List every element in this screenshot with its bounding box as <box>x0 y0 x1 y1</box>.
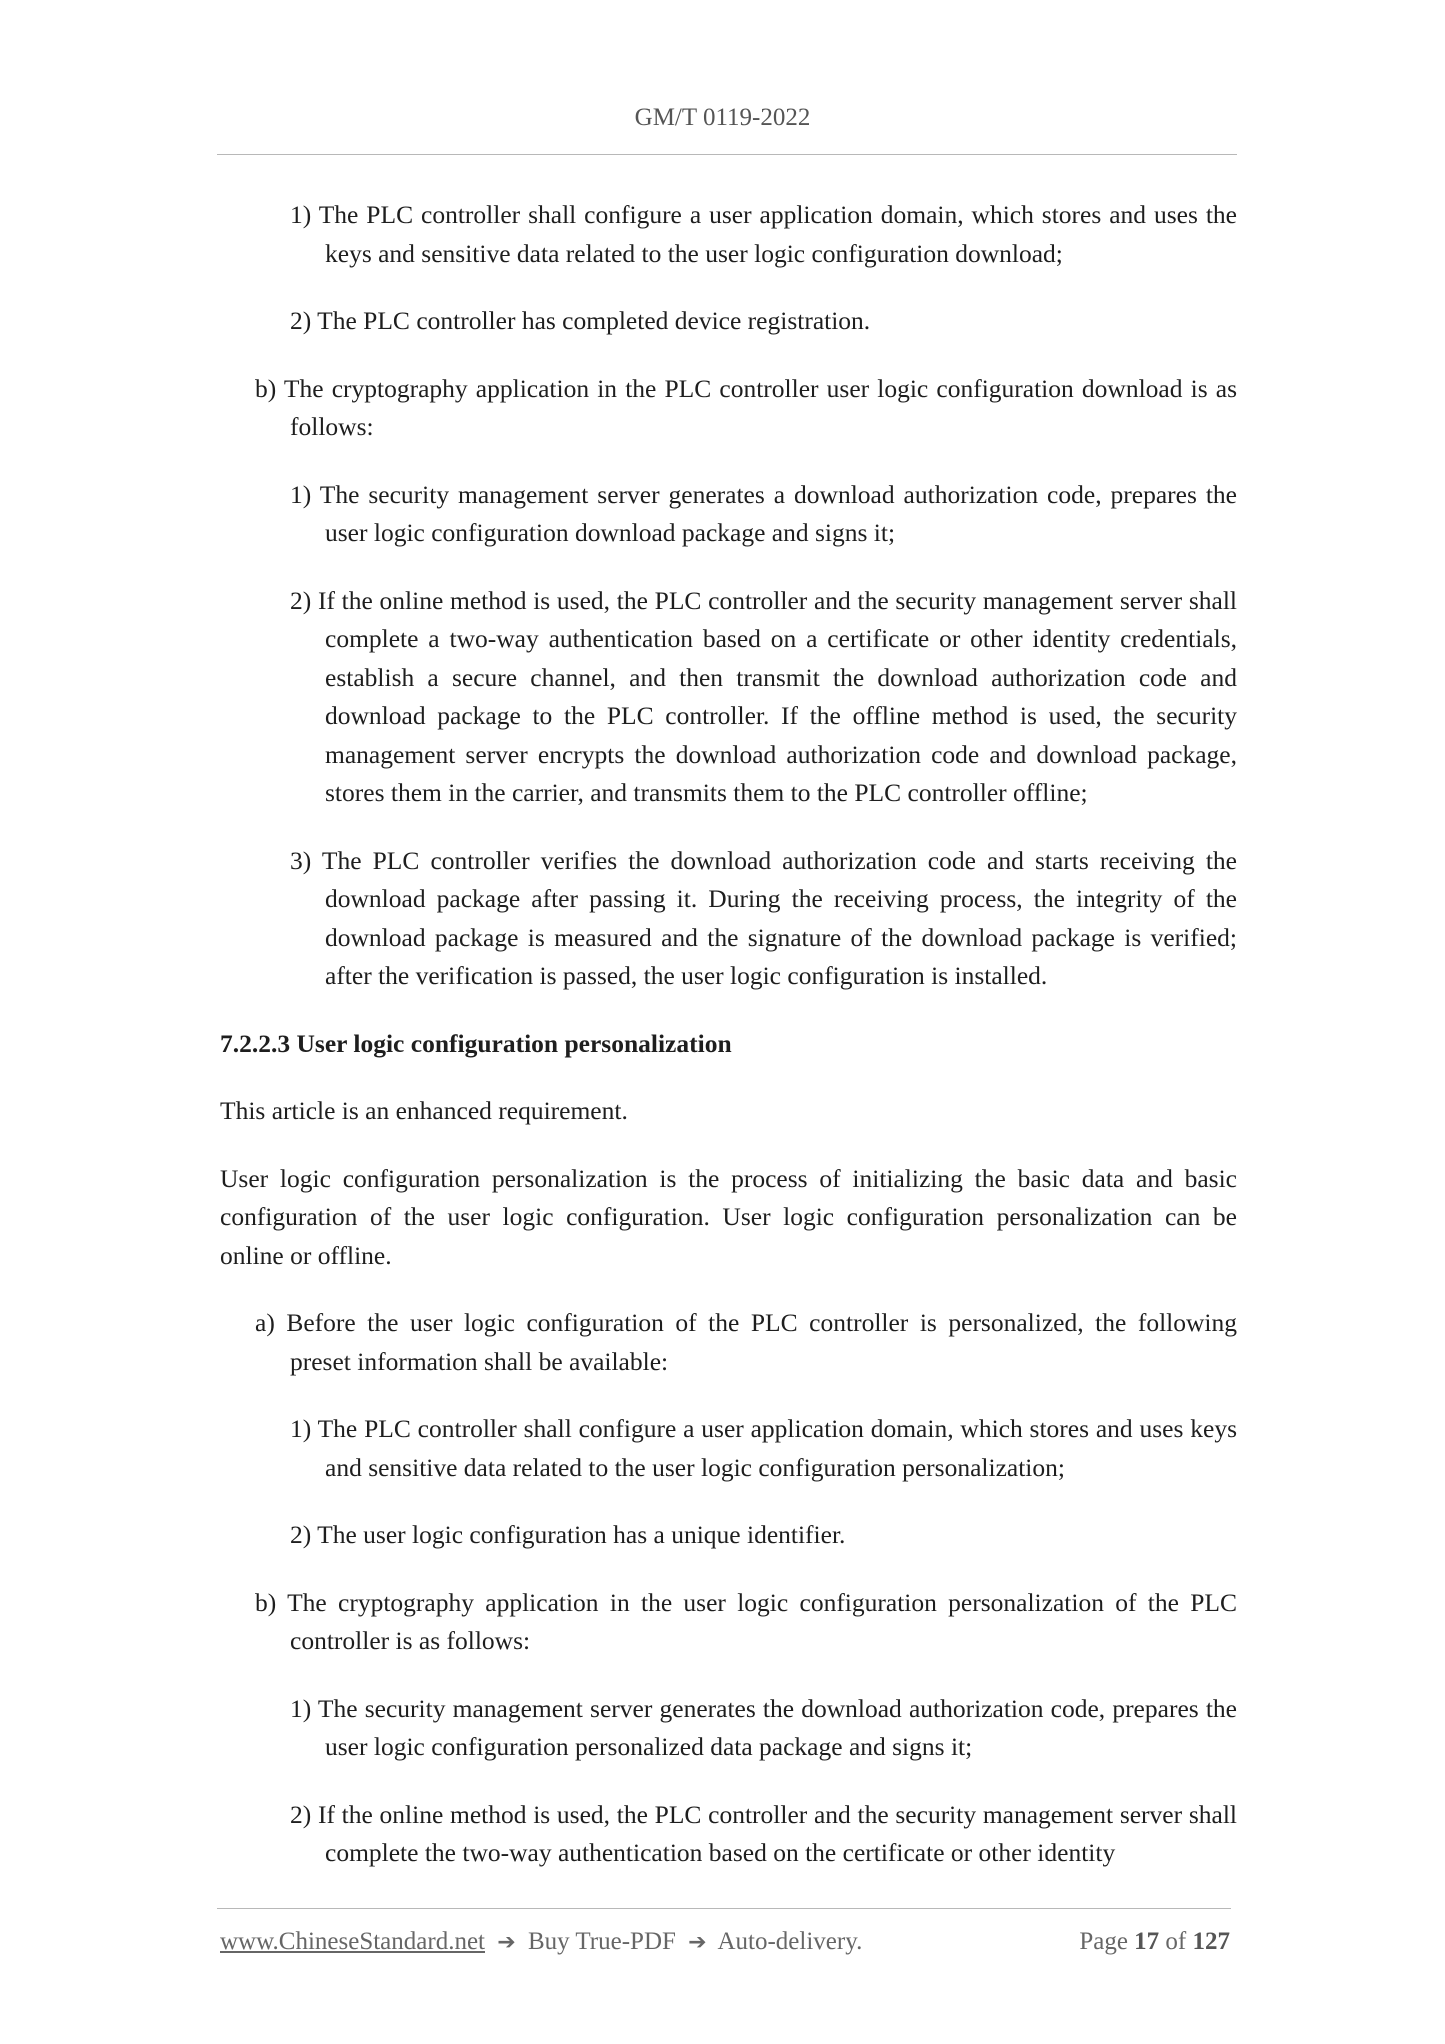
page-number-indicator <box>1079 1928 1230 1956</box>
list-item: 2) The user logic configuration has a unique identifier. <box>290 1520 846 1549</box>
page-header-title: GM/T 0119-2022 <box>634 104 811 131</box>
footer-promo <box>220 1928 862 1956</box>
document-body <box>220 196 1237 1873</box>
section-heading: 7.2.2.3 User logic configuration personalization <box>220 1028 732 1058</box>
list-item: 2) The PLC controller has completed device registration. <box>290 306 871 335</box>
list-item: 1) The PLC controller shall configure a user application domain, which stores and uses keys and sensitive data related to the user logic configuration personalization; <box>290 1414 1237 1482</box>
list-item: b) The cryptography application in the user logic configuration personalization of the PLC controller is as follows: <box>255 1587 1237 1655</box>
buy-text: Buy True-PDF <box>527 1928 676 1955</box>
list-item: 1) The security management server generates a download authorization code, prepares the user logic configuration download package and signs it; <box>290 479 1237 547</box>
list-item: a) Before the user logic configuration of the PLC controller is personalized, the following preset information shall be available: <box>255 1308 1237 1376</box>
total-pages-number: 127 <box>1192 1928 1230 1955</box>
list-item: 1) The security management server generates the download authorization code, prepares the user logic configuration personalized data package and signs it; <box>290 1693 1237 1761</box>
current-page-number: 17 <box>1134 1928 1160 1955</box>
list-item: 2) If the online method is used, the PLC controller and the security management server shall complete a two-way authentication based on a certificate or other identity credentials, establish a secure channel, and then transmit the download authorization code and download package to the PLC controller. If the offline method is used, the security management server encrypts the download authorization code and download package, stores them in the carrier, and transmits them to the PLC controller offline; <box>290 585 1237 807</box>
body-paragraph: User logic configuration personalization is the process of initializing the basic data and basic configuration of the user logic configuration. User logic configuration personalization can be online or offline. <box>220 1163 1237 1270</box>
list-item: 3) The PLC controller verifies the download authorization code and starts receiving the download package after passing it. During the receiving process, the integrity of the download package is measured and the signature of the download package is verified; after the verification is passed, the user logic configuration is installed. <box>290 845 1237 990</box>
right-arrow-icon: ➔ <box>688 1930 707 1955</box>
body-paragraph: This article is an enhanced requirement. <box>220 1096 628 1125</box>
list-item: 2) If the online method is used, the PLC controller and the security management server shall complete the two-way authentication based on the certificate or other identity <box>290 1799 1237 1867</box>
footer-divider <box>217 1908 1231 1909</box>
delivery-text: Auto-delivery. <box>717 1928 863 1955</box>
page-label: Page <box>1079 1928 1128 1955</box>
of-label: of <box>1165 1928 1187 1955</box>
header-divider <box>217 154 1237 155</box>
right-arrow-icon: ➔ <box>497 1930 516 1955</box>
website-link[interactable]: www.ChineseStandard.net <box>220 1928 485 1955</box>
list-item: b) The cryptography application in the PLC controller user logic configuration download is as follows: <box>255 373 1237 441</box>
list-item: 1) The PLC controller shall configure a user application domain, which stores and uses the keys and sensitive data related to the user logic configuration download; <box>290 200 1237 268</box>
